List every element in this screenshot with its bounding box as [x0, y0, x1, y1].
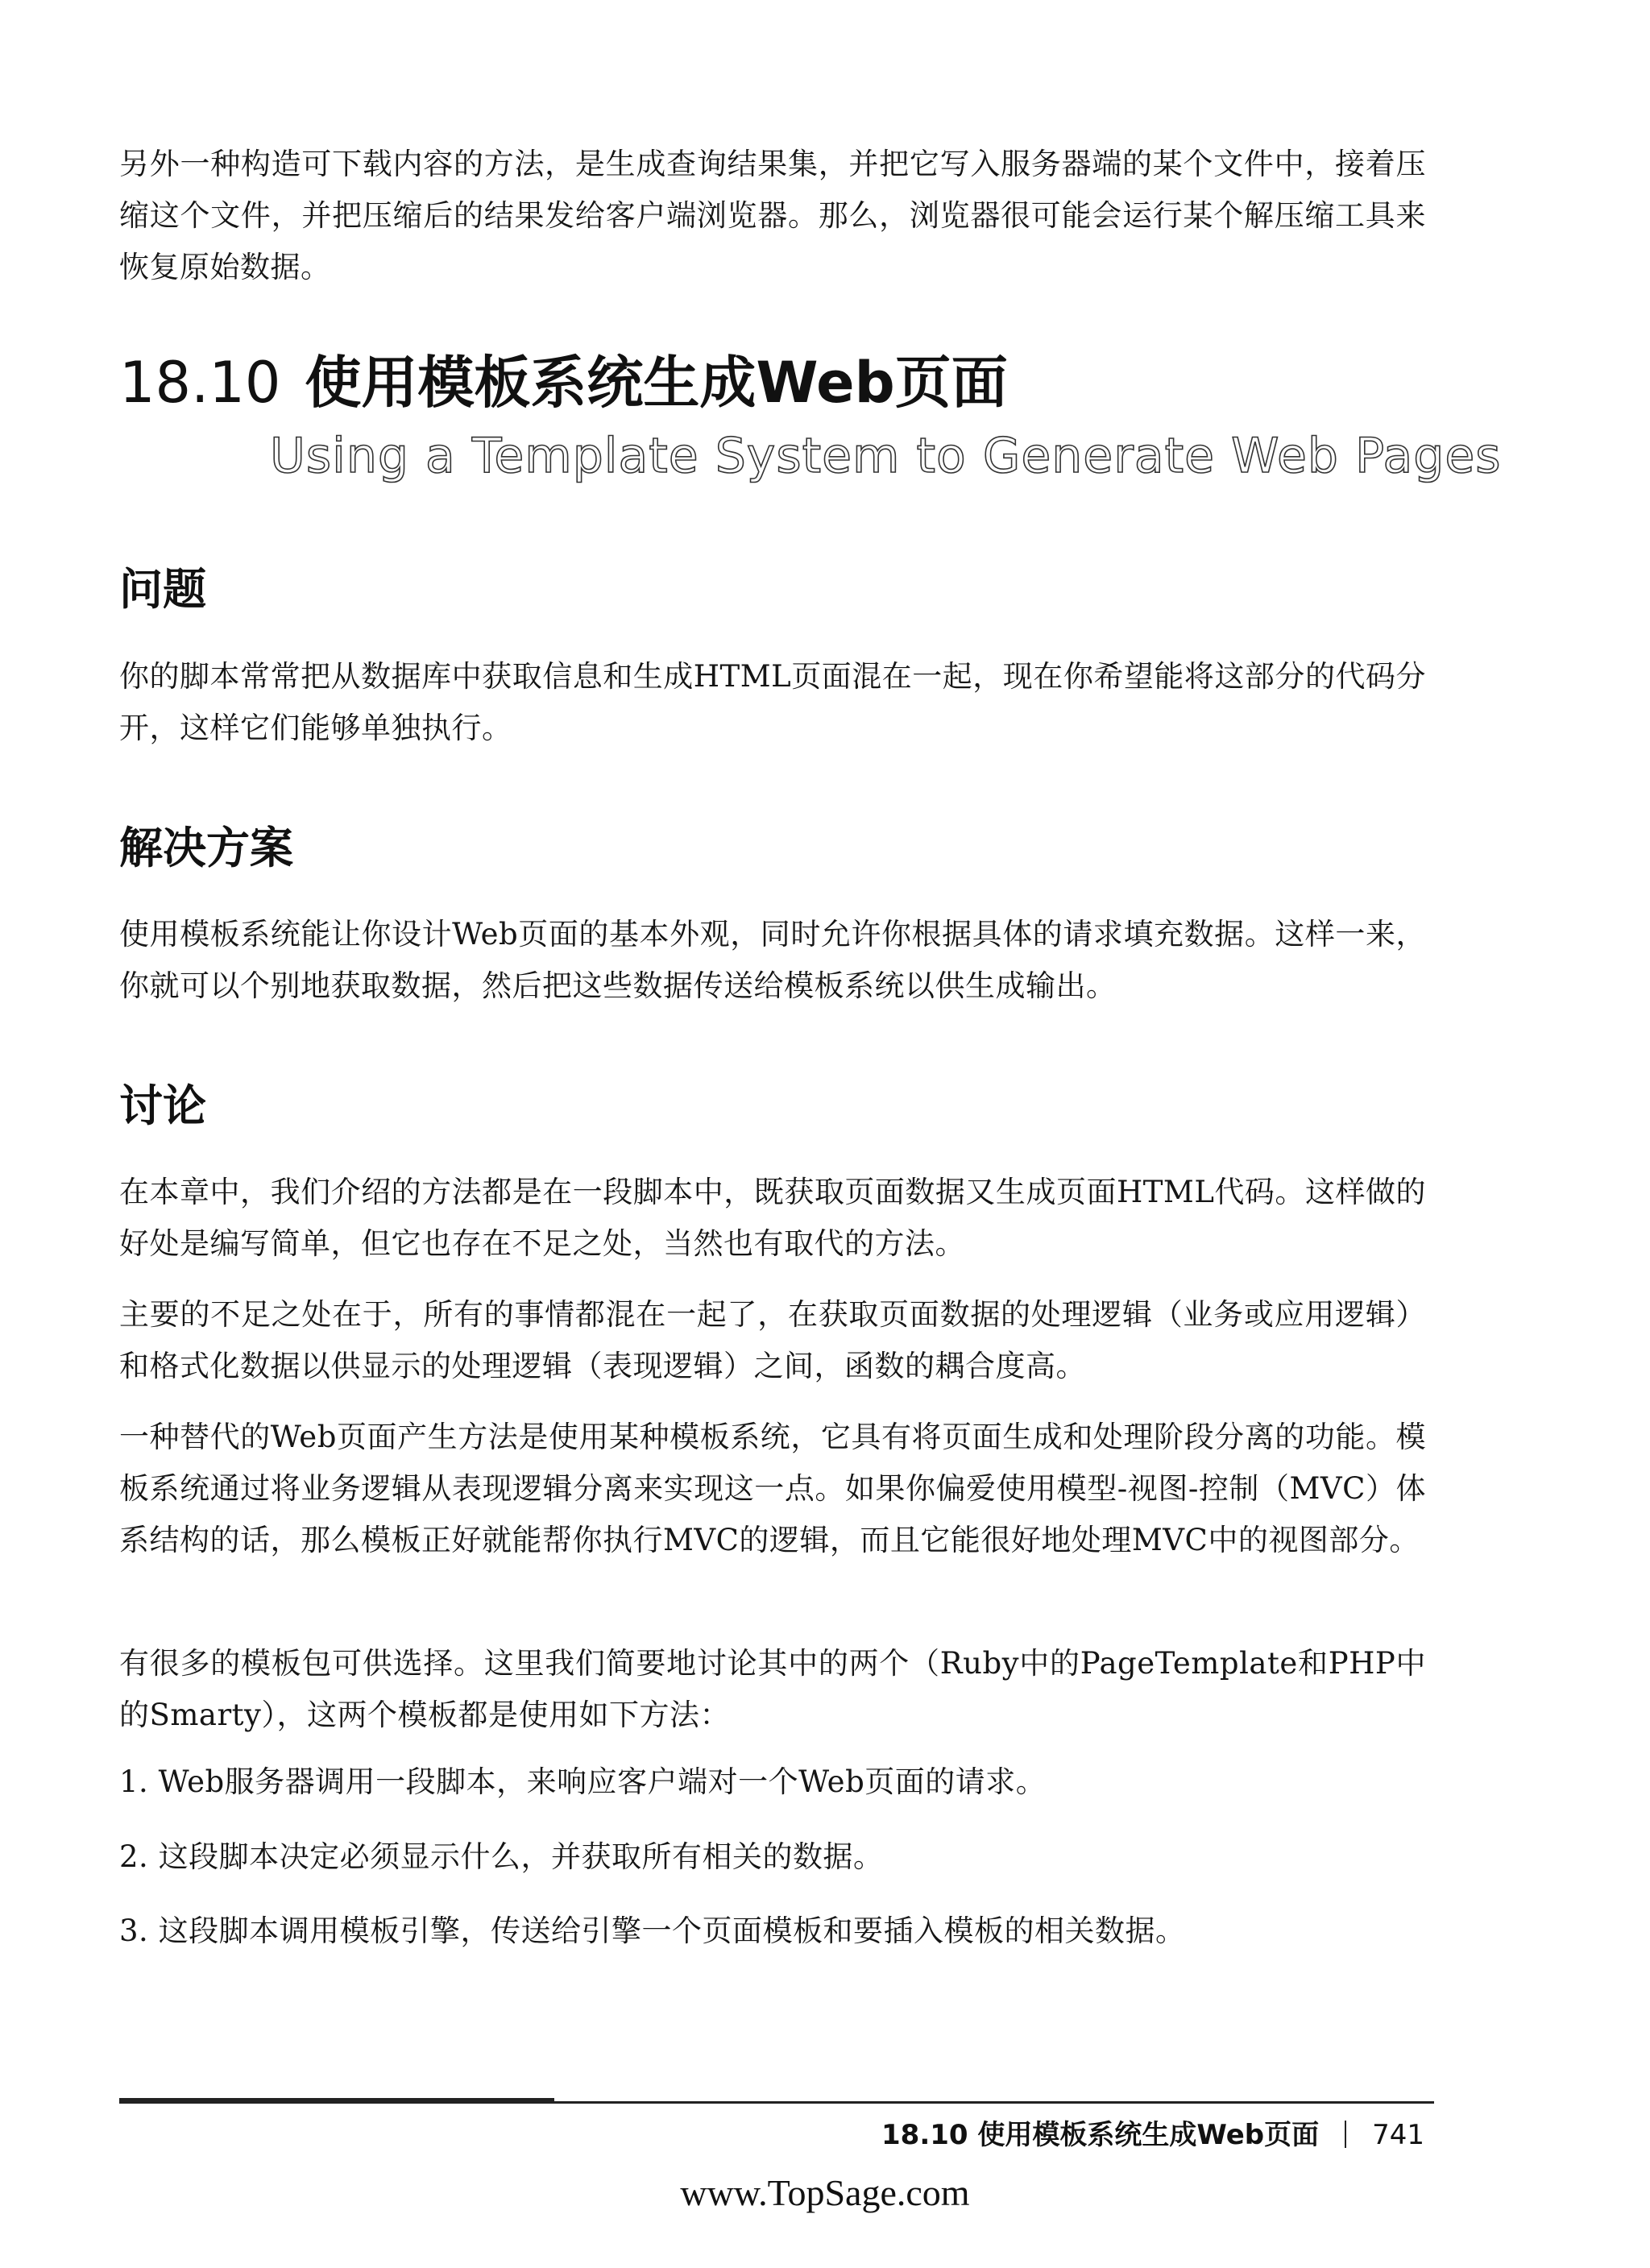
list-item: 1. Web服务器调用一段脚本，来响应客户端对一个Web页面的请求。: [119, 1764, 1047, 1799]
running-title: 18.10 使用模板系统生成Web页面: [881, 2119, 1320, 2151]
footer-rule: [119, 2101, 1434, 2104]
problem-heading: 问题: [119, 564, 206, 615]
discussion-heading: 讨论: [119, 1080, 206, 1131]
intro-paragraph: 另外一种构造可下载内容的方法，是生成查询结果集，并把它写入服务器端的某个文件中，接着压缩这个文件，并把压缩后的结果发给客户端浏览器。那么，浏览器很可能会运行某个解压缩工具来恢复原始数据。: [119, 147, 1426, 284]
solution-paragraph: 使用模板系统能让你设计Web页面的基本外观，同时允许你根据具体的请求填充数据。这样一来，你就可以个别地获取数据，然后把这些数据传送给模板系统以供生成输出。: [119, 917, 1426, 1003]
running-footer: [881, 2111, 1424, 2159]
list-item: 3. 这段脚本调用模板引擎，传送给引擎一个页面模板和要插入模板的相关数据。: [119, 1913, 1186, 1948]
discussion-paragraph: 有很多的模板包可供选择。这里我们简要地讨论其中的两个（Ruby中的PageTemplate和PHP中的Smarty），这两个模板都是使用如下方法：: [119, 1646, 1426, 1732]
section-number: 18.10: [119, 350, 281, 416]
discussion-paragraph: 一种替代的Web页面产生方法是使用某种模板系统，它具有将页面生成和处理阶段分离的功能。模板系统通过将业务逻辑从表现逻辑分离来实现这一点。如果你偏爱使用模型-视图-控制（MVC）体系结构的话，那么模板正好就能帮你执行MVC的逻辑，而且它能很好地处理MVC中的视图部分。: [119, 1420, 1426, 1557]
page-number: 741: [1372, 2119, 1424, 2151]
list-item: 2. 这段脚本决定必须显示什么，并获取所有相关的数据。: [119, 1839, 884, 1874]
solution-heading: 解决方案: [119, 823, 293, 873]
section-title-en: Using a Template System to Generate Web Pages: [270, 428, 1502, 484]
discussion-paragraph: 在本章中，我们介绍的方法都是在一段脚本中，既获取页面数据又生成页面HTML代码。这样做的好处是编写简单，但它也存在不足之处，当然也有取代的方法。: [119, 1175, 1426, 1261]
discussion-paragraph: 主要的不足之处在于，所有的事情都混在一起了，在获取页面数据的处理逻辑（业务或应用逻辑）和格式化数据以供显示的处理逻辑（表现逻辑）之间，函数的耦合度高。: [119, 1297, 1426, 1383]
section-title-cn: 使用模板系统生成Web页面: [305, 350, 1008, 416]
footer-separator: [1345, 2121, 1346, 2148]
site-watermark: www.TopSage.com: [680, 2172, 970, 2213]
section-title: [119, 346, 1008, 419]
problem-paragraph: 你的脚本常常把从数据库中获取信息和生成HTML页面混在一起，现在你希望能将这部分的代码分开，这样它们能够单独执行。: [119, 659, 1426, 745]
